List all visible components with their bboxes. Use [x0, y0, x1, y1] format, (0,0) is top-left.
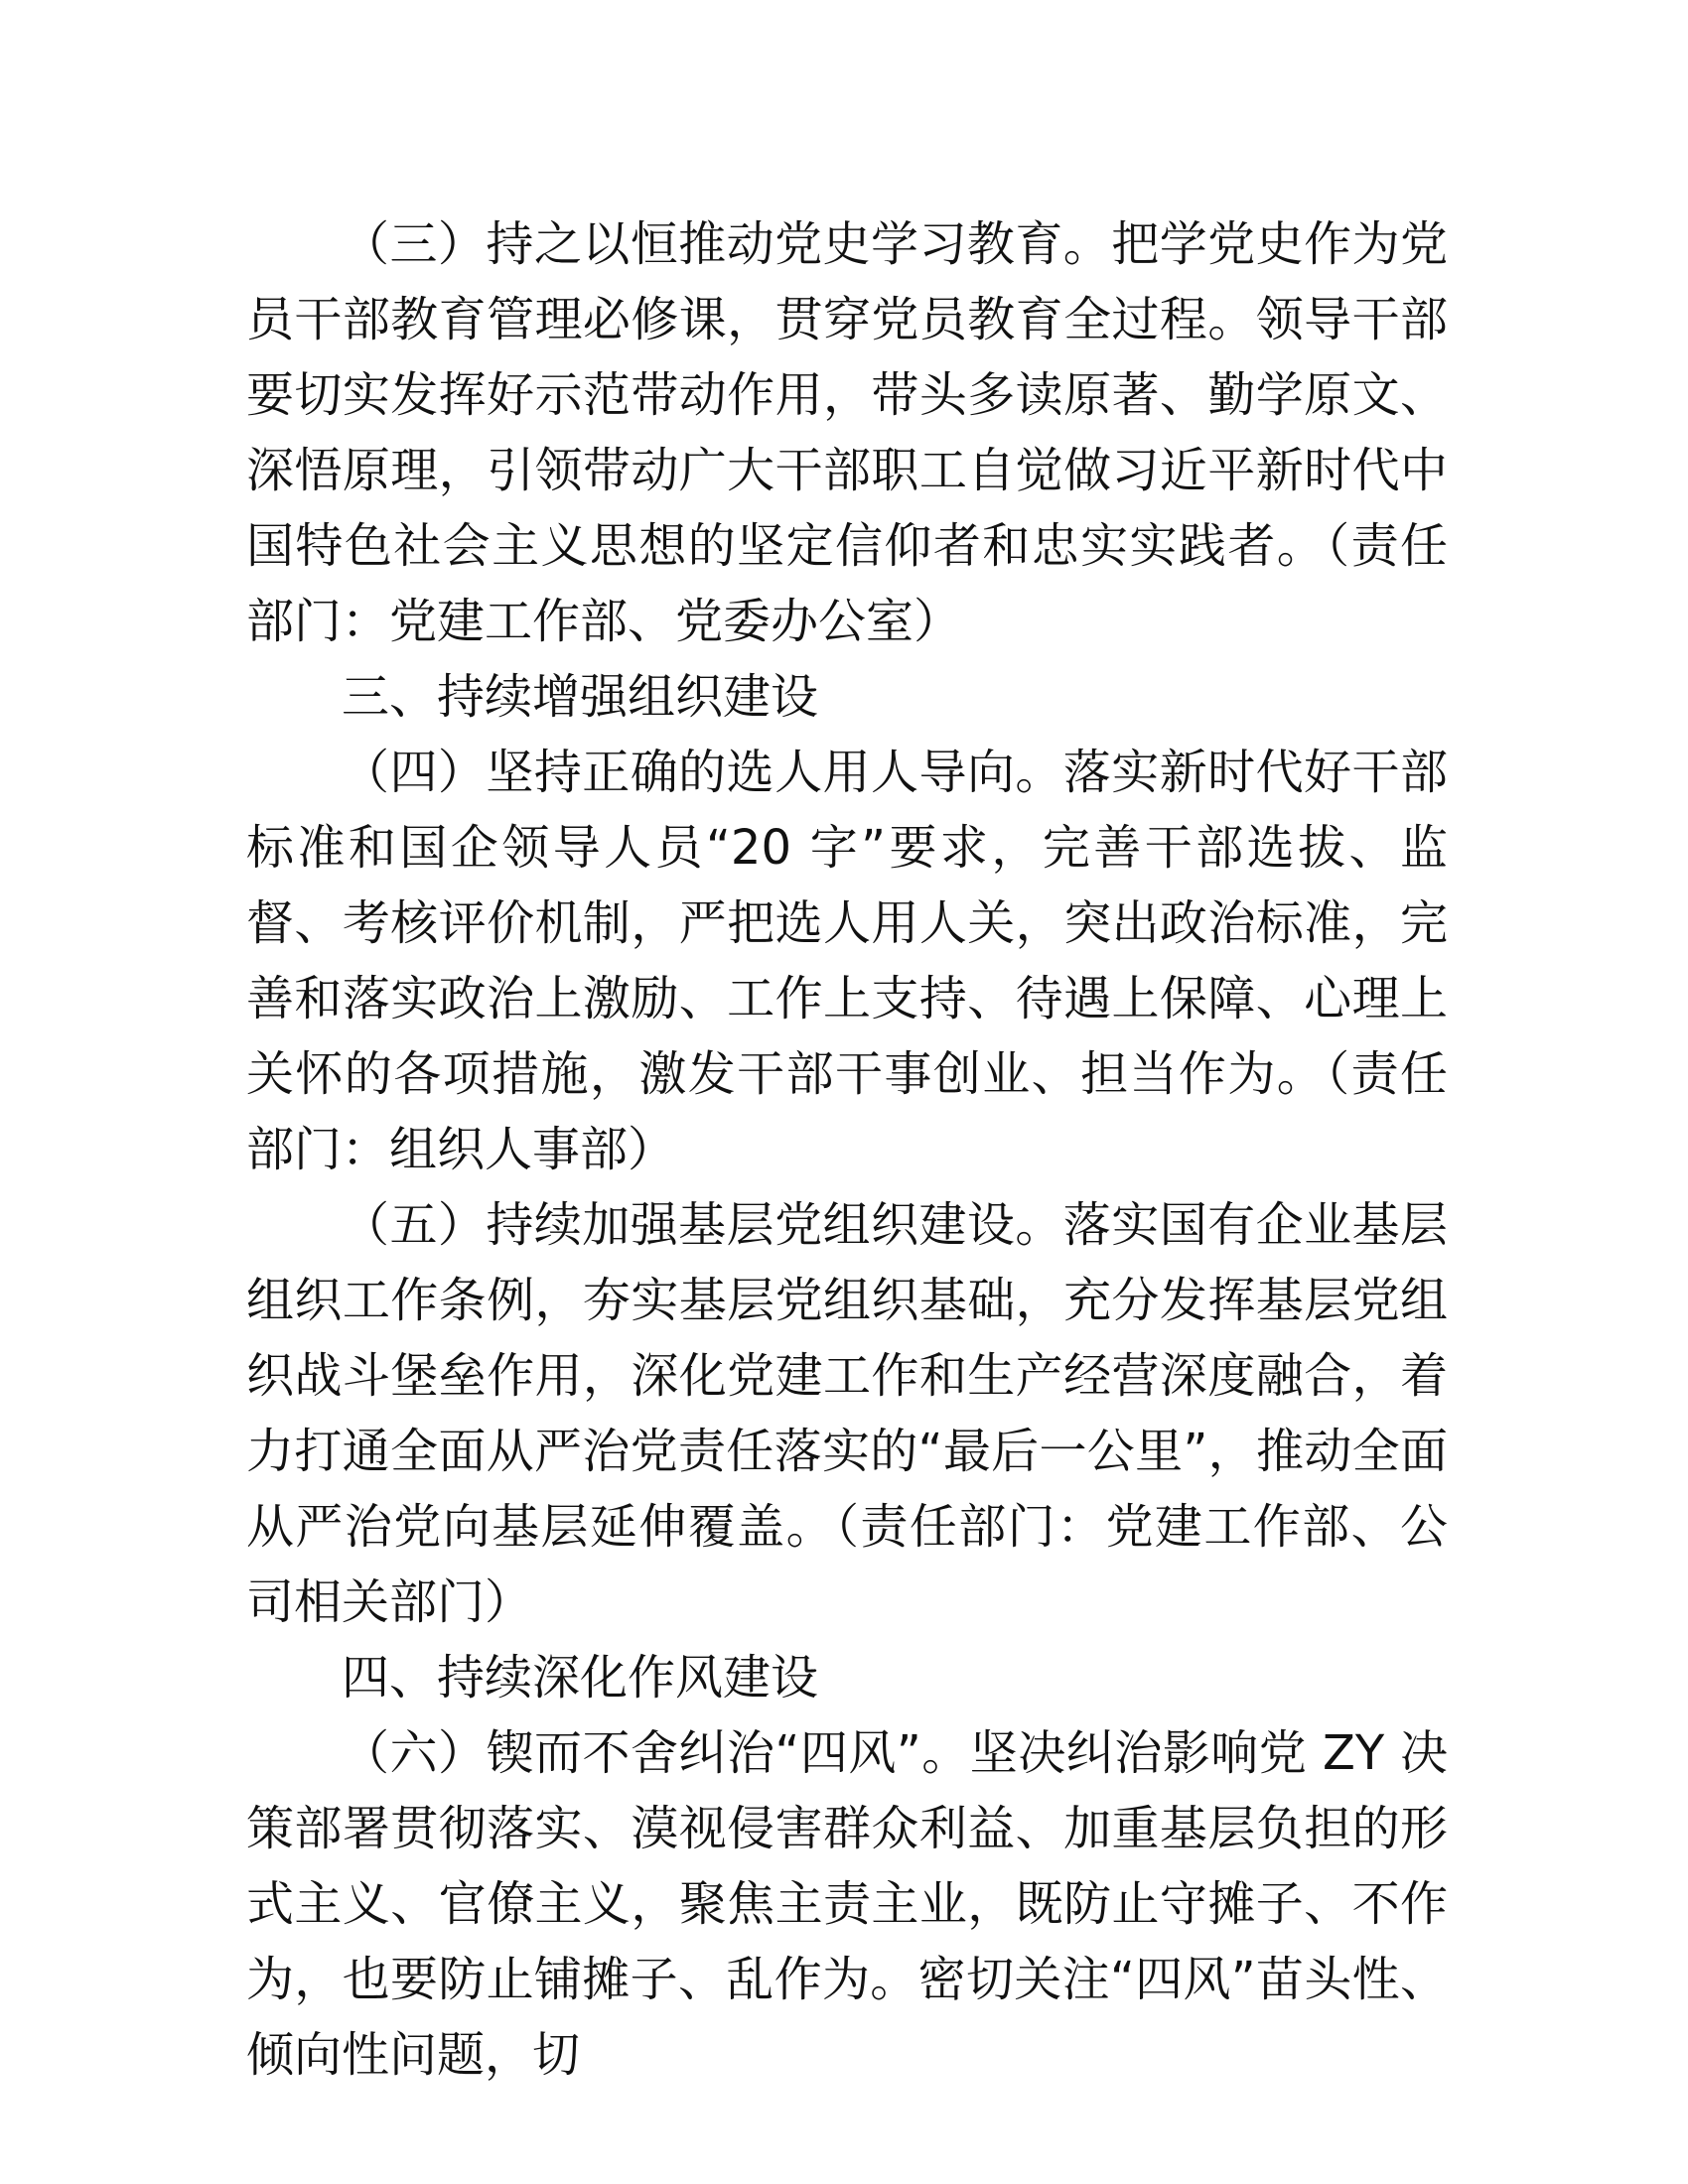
paragraph-grassroots-party: （五）持续加强基层党组织建设。落实国有企业基层组织工作条例，夯实基层党组织基础，充分发挥基层党组织战斗堡垒作用，深化党建工作和生产经营深度融合，着力打通全面从严治党责任落实的“最后一公里”，推动全面从严治党向基层延伸覆盖。（责任部门：党建工作部、公司相关部门）	[246, 1197, 1448, 1630]
paragraph-four-winds: （六）锲而不舍纠治“四风”。坚决纠治影响党 ZY 决策部署贯彻落实、漠视侵害群众利益、加重基层负担的形式主义、官僚主义，聚焦主责主业，既防止守摊子、不作为，也要防止铺摊子、乱作为。密切关注“四风”苗头性、倾向性问题，切	[246, 1725, 1448, 2083]
document-body	[246, 206, 1448, 2093]
section-heading-work-style: 四、持续深化作风建设	[342, 1650, 819, 1706]
paragraph-party-history-study: （三）持之以恒推动党史学习教育。把学党史作为党员干部教育管理必修课，贯穿党员教育全过程。领导干部要切实发挥好示范带动作用，带头多读原著、勤学原文、深悟原理，引领带动广大干部职工自觉做习近平新时代中国特色社会主义思想的坚定信仰者和忠实实践者。（责任部门：党建工作部、党委办公室）	[246, 216, 1448, 649]
section-heading-organization: 三、持续增强组织建设	[342, 669, 819, 725]
paragraph-cadre-selection: （四）坚持正确的选人用人导向。落实新时代好干部标准和国企领导人员“20 字”要求，完善干部选拔、监督、考核评价机制，严把选人用人关，突出政治标准，完善和落实政治上激励、工作上支持、待遇上保障、心理上关怀的各项措施，激发干部干事创业、担当作为。（责任部门：组织人事部）	[246, 745, 1448, 1177]
